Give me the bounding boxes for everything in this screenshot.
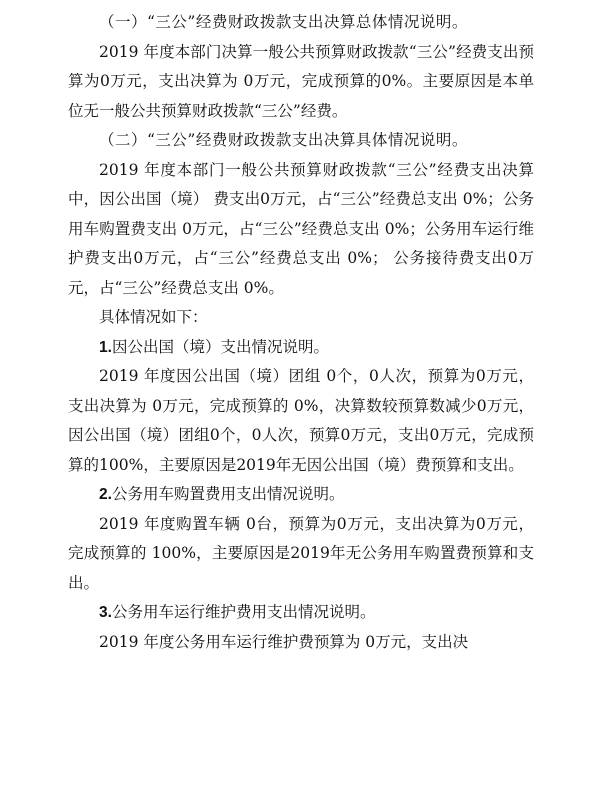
item-number: 2. [99, 486, 112, 503]
paragraph-detail-summary: 2019 年度本部门一般公共预算财政拨款“三公”经费支出决算中，因公出国（境） 费支出0万元，占“三公”经费总支出 0%；公务用车购置费支出 0万元，占“三公”经费总支出 0%；公务用车运行维护费支出0万元，占“三公”经费总支出 0%； 公务接待费支出0万元，占“三公”经费总支出 0%。 [68, 160, 534, 297]
numbered-heading-overseas [68, 333, 534, 363]
item-number: 3. [99, 604, 112, 621]
paragraph-vehicle-purchase: 2019 年度购置车辆 0台，预算为0万元，支出决算为0万元， 完成预算的 100%，主要原因是2019年无公务用车购置费预算和支出。 [68, 514, 534, 592]
numbered-heading-vehicle-purchase [68, 480, 534, 510]
item-heading-text: 公务用车购置费用支出情况说明。 [111, 485, 345, 503]
document-page [68, 8, 534, 657]
section-heading-overall: （一）“三公”经费财政拨款支出决算总体情况说明。 [99, 13, 468, 31]
paragraph-intro: 具体情况如下： [99, 308, 208, 326]
section-heading-detail: （二）“三公”经费财政拨款支出决算具体情况说明。 [99, 131, 468, 149]
paragraph-overseas: 2019 年度因公出国（境）团组 0个，0人次，预算为0万元，支出决算为 0万元，完成预算的 0%，决算数较预算数减少0万元，因公出国（境）团组0个，0人次，预算0万元，支出0万元，完成预算的100%，主要原因是2019年无因公出国（境）费预算和支出。 [68, 367, 534, 474]
paragraph-vehicle-maintenance: 2019 年度公务用车运行维护费预算为 0万元，支出决 [99, 632, 469, 651]
item-heading-text: 因公出国（境）支出情况说明。 [111, 337, 329, 356]
numbered-heading-vehicle-maintenance [68, 598, 534, 628]
paragraph-overall-summary: 2019 年度本部门决算一般公共预算财政拨款“三公”经费支出预算为0万元，支出决算为 0万元，完成预算的0%。主要原因是本单位无一般公共预算财政拨款“三公”经费。 [68, 42, 534, 120]
item-heading-text: 公务用车运行维护费用支出情况说明。 [111, 603, 376, 621]
item-number: 1. [99, 338, 112, 356]
